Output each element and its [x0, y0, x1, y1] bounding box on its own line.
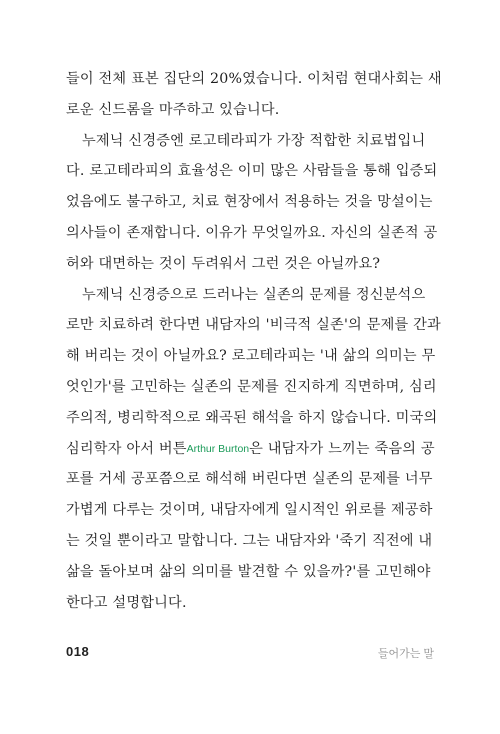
text-line: 허와 대면하는 것이 두려워서 그런 것은 아닐까요? [66, 255, 381, 272]
text-segment: 심리학자 아서 버튼 [66, 440, 187, 457]
name-annotation: Arthur Burton [186, 442, 250, 455]
text-line: 주의적, 병리학적으로 왜곡된 해석을 하지 않습니다. 미국의 [66, 409, 438, 426]
text-line: 포를 거세 공포쯤으로 해석해 버린다면 실존의 문제를 너무 [66, 471, 433, 488]
text-line: 한다고 설명합니다. [66, 594, 187, 611]
text-line: 의사들이 존재합니다. 이유가 무엇일까요. 자신의 실존적 공 [66, 224, 438, 241]
paragraph-start-line: 누제닉 신경증으로 드러나는 실존의 문제를 정신분석으 [82, 286, 426, 303]
page-number: 018 [66, 644, 90, 659]
text-line-with-annotation [66, 434, 436, 465]
text-line: 로운 신드롬을 마주하고 있습니다. [66, 101, 280, 118]
chapter-title: 들어가는 말 [377, 648, 434, 660]
text-line: 었음에도 불구하고, 치료 현장에서 적용하는 것을 망설이는 [66, 194, 433, 211]
text-line: 가볍게 다루는 것이며, 내담자에게 일시적인 위로를 제공하 [66, 502, 433, 519]
text-line: 로만 치료하려 한다면 내담자의 '비극적 실존'의 문제를 간과 [66, 317, 441, 334]
text-line: 들이 전체 표본 집단의 20%였습니다. 이처럼 현대사회는 새 [66, 71, 442, 87]
paragraph-start-line: 누제닉 신경증엔 로고테라피가 가장 적합한 치료법입니 [82, 132, 426, 149]
text-line: 다. 로고테라피의 효율성은 이미 많은 사람들을 통해 입증되 [66, 163, 438, 180]
text-line: 해 버리는 것이 아닐까요? 로고테라피는 '내 삶의 의미는 무 [66, 348, 436, 365]
text-line: 는 것일 뿐이라고 말합니다. 그는 내담자와 '죽기 직전에 내 [66, 532, 433, 549]
text-line: 삶을 돌아보며 삶의 의미를 발견할 수 있을까?'를 고민해야 [66, 563, 431, 580]
text-segment: 은 내담자가 느끼는 죽음의 공 [249, 440, 435, 457]
text-line: 엇인가'를 고민하는 실존의 문제를 진지하게 직면하며, 심리 [66, 378, 437, 395]
body-text [66, 64, 442, 618]
